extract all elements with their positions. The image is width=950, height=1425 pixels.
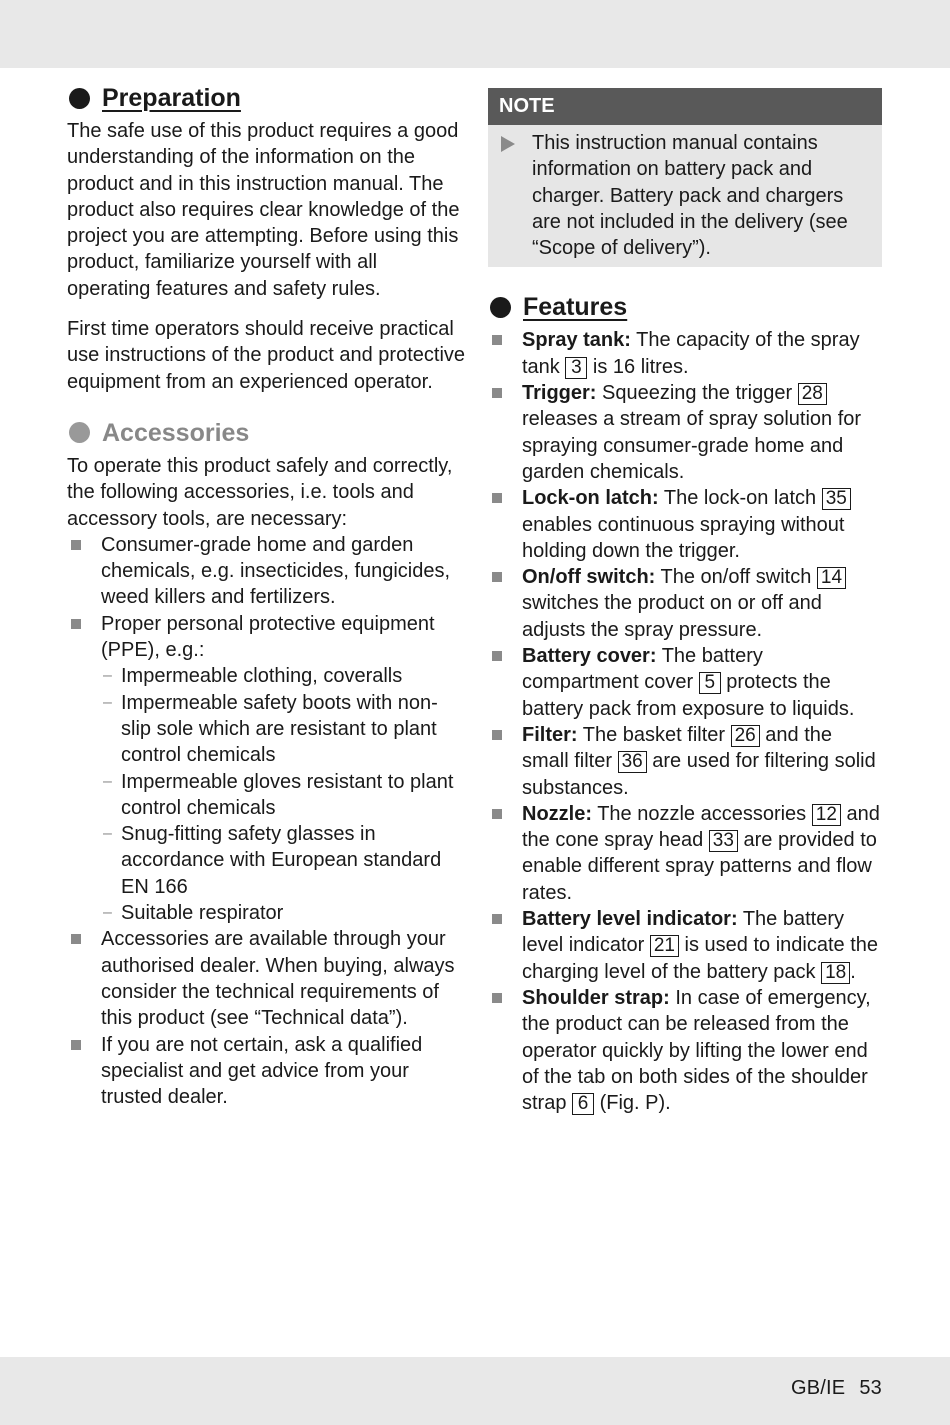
features-list <box>488 327 882 1116</box>
reference-number: 36 <box>618 751 647 773</box>
feature-text: and the cone spray head <box>522 802 880 852</box>
list-item-text: Proper personal protective equipment (PPE), e.g.: <box>101 612 435 662</box>
list-item-text: Snug-fitting safety glasses in accordance with European standard EN 166 <box>121 823 442 898</box>
feature-label: Lock-on latch: <box>522 487 659 510</box>
list-item-text: Accessories are available through your authorised dealer. When buying, always consider the technical requirements of this product (see “Technical data”). <box>101 928 455 1030</box>
feature-text: . <box>850 960 856 983</box>
square-bullet-icon <box>492 388 502 398</box>
feature-text: The nozzle accessories <box>592 802 812 825</box>
list-item-text: Consumer-grade home and garden chemicals, e.g. insecticides, fungicides, weed killers and fertilizers. <box>101 533 451 609</box>
list-item <box>101 690 465 769</box>
note-text: This instruction manual contains information on battery pack and charger. Battery pack and chargers are not included in the delivery (see “Scope of delivery”). <box>532 132 848 260</box>
feature-text: and the small filter <box>522 723 833 773</box>
note-body <box>488 125 882 267</box>
note-header: NOTE <box>488 88 882 125</box>
square-bullet-icon <box>492 914 502 924</box>
square-bullet-icon <box>492 335 502 345</box>
feature-text: In case of emergency, the product can be released from the operator quickly by lifting the lower end of the tab on both sides of the shoulder strap <box>522 986 871 1115</box>
feature-text: enables continuous spraying without holding down the trigger. <box>522 513 845 562</box>
feature-text: releases a stream of spray solution for spraying consumer-grade home and garden chemicals. <box>522 408 862 483</box>
dash-bullet-icon: – <box>103 825 112 843</box>
feature-text: The battery compartment cover <box>522 645 763 694</box>
square-bullet-icon <box>71 619 81 629</box>
square-bullet-icon <box>492 493 502 503</box>
reference-number: 28 <box>798 383 827 405</box>
square-bullet-icon <box>492 572 502 582</box>
feature-text: Squeezing the trigger <box>596 382 798 405</box>
feature-label: Shoulder strap: <box>522 986 670 1009</box>
reference-number: 33 <box>709 830 738 852</box>
preparation-title: Preparation <box>102 84 241 112</box>
feature-label: On/off switch: <box>522 566 656 589</box>
feature-text: switches the product on or off and adjusts the spray pressure. <box>522 592 822 641</box>
feature-text: The on/off switch <box>655 566 817 589</box>
top-band <box>0 0 950 68</box>
feature-text: is used to indicate the charging level of the battery pack <box>522 934 878 983</box>
reference-number: 12 <box>812 804 841 826</box>
feature-label: Filter: <box>522 723 578 746</box>
accessories-intro: To operate this product safely and correctly, the following accessories, i.e. tools and accessory tools, are necessary: <box>67 454 453 530</box>
square-bullet-icon <box>71 934 81 944</box>
feature-text: are provided to enable different spray patterns and flow rates. <box>522 829 877 904</box>
preparation-paragraph-1: The safe use of this product requires a good understanding of the information on the product and in this instruction manual. The product also requires clear knowledge of the project you are attempting. Before using this product, familiarize yourself with all operating features and safety rules. <box>67 120 460 300</box>
square-bullet-icon <box>71 1040 81 1050</box>
page-footer <box>791 1377 882 1400</box>
reference-number: 26 <box>731 725 760 747</box>
preparation-paragraph-2: First time operators should receive practical use instructions of the product and protective equipment from an experienced operator. <box>67 318 466 393</box>
feature-text: The battery level indicator <box>522 908 844 957</box>
list-item-text: If you are not certain, ask a qualified specialist and get advice from your trusted dealer. <box>101 1033 423 1109</box>
feature-label: Battery cover: <box>522 645 657 668</box>
square-bullet-icon <box>492 809 502 819</box>
reference-number: 5 <box>699 672 721 694</box>
square-bullet-icon <box>492 730 502 740</box>
page-number: 53 <box>859 1377 882 1399</box>
feature-item-nozzle <box>488 801 882 906</box>
feature-text: The lock-on latch <box>658 487 822 510</box>
feature-text: is 16 litres. <box>587 355 689 378</box>
dash-bullet-icon: – <box>103 693 112 711</box>
reference-number: 18 <box>821 962 850 984</box>
dash-bullet-icon: – <box>103 667 112 685</box>
square-bullet-icon <box>492 651 502 661</box>
list-item <box>101 900 465 926</box>
square-bullet-icon <box>492 993 502 1003</box>
list-item <box>67 532 465 611</box>
reference-number: 35 <box>822 488 851 510</box>
list-item <box>67 1032 465 1111</box>
feature-label: Battery level indicator: <box>522 908 738 931</box>
feature-item-battery-level-indicator <box>488 906 882 985</box>
list-item-text: Suitable respirator <box>121 902 284 925</box>
feature-text: The capacity of the spray tank <box>522 329 860 378</box>
feature-label: Nozzle: <box>522 802 592 825</box>
feature-label: Spray tank: <box>522 329 631 352</box>
bullet-dot-icon <box>69 88 90 109</box>
dash-bullet-icon: – <box>103 772 112 790</box>
footer-region: GB/IE <box>790 1377 846 1399</box>
features-heading <box>488 291 882 323</box>
feature-text: The basket filter <box>577 723 731 746</box>
accessories-list <box>67 532 465 1111</box>
preparation-heading <box>67 82 465 114</box>
feature-item-trigger <box>488 380 882 485</box>
list-item <box>67 611 465 927</box>
list-item <box>67 926 465 1031</box>
feature-item-spray-tank <box>488 327 882 380</box>
feature-item-filter <box>488 722 882 801</box>
right-column <box>488 88 882 1116</box>
accessories-title: Accessories <box>102 418 250 447</box>
bullet-dot-icon <box>490 297 511 318</box>
bullet-dot-icon <box>69 422 90 443</box>
reference-number: 3 <box>565 357 587 379</box>
accessories-heading <box>67 417 465 449</box>
dash-bullet-icon: – <box>103 904 112 922</box>
feature-label: Trigger: <box>522 382 597 405</box>
square-bullet-icon <box>71 540 81 550</box>
feature-item-lock-on-latch <box>488 485 882 564</box>
feature-item-on-off-switch <box>488 564 882 643</box>
ppe-list <box>101 663 465 926</box>
list-item <box>101 821 465 900</box>
list-item-text: Impermeable clothing, coveralls <box>121 665 403 688</box>
reference-number: 6 <box>572 1093 594 1115</box>
reference-number: 21 <box>650 935 679 957</box>
list-item <box>101 769 465 822</box>
feature-text: are used for filtering solid substances. <box>522 750 876 799</box>
left-column <box>67 82 465 1110</box>
list-item-text: Impermeable safety boots with non-slip sole which are resistant to plant control chemicals <box>121 691 438 767</box>
feature-text: protects the battery pack from exposure to liquids. <box>522 671 855 720</box>
feature-item-shoulder-strap <box>488 985 882 1116</box>
features-title: Features <box>523 293 628 322</box>
note-box <box>488 88 882 267</box>
feature-text: (Fig. P). <box>594 1092 671 1115</box>
reference-number: 14 <box>817 567 846 589</box>
list-item-text: Impermeable gloves resistant to plant control chemicals <box>121 770 454 819</box>
list-item <box>101 663 465 689</box>
triangle-bullet-icon <box>501 136 515 152</box>
feature-item-battery-cover <box>488 643 882 722</box>
